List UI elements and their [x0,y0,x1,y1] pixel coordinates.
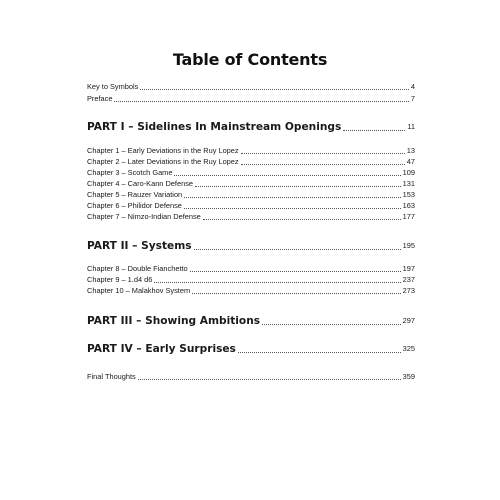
toc-entry-label: Chapter 6 – Philidor Defense [87,201,182,210]
toc-entry-label: Key to Symbols [87,82,139,91]
toc-entry-page: 11 [407,122,415,131]
dot-leader [241,146,405,156]
toc-entry-label: Chapter 9 – 1.d4 d6 [87,275,153,284]
toc-entry-page: 131 [402,179,415,188]
toc-entry-page: 297 [402,316,415,325]
toc-part-3[interactable] [87,314,415,328]
toc-entry-chapter-9[interactable] [87,275,415,285]
dot-leader [195,179,401,189]
toc-entry-chapter-10[interactable] [87,286,415,296]
dot-leader [184,201,401,211]
toc-entry-chapter-8[interactable] [87,264,415,274]
toc-entry-page: 325 [402,344,415,353]
dot-leader [343,120,405,134]
dot-leader [138,372,401,382]
toc-entry-label: Chapter 1 – Early Deviations in the Ruy Lopez [87,146,239,155]
toc-entry-chapter-1[interactable] [87,146,415,156]
dot-leader [140,82,409,92]
dot-leader [154,275,400,285]
toc-part-4[interactable] [87,342,415,356]
toc-entry-page: 153 [402,190,415,199]
toc-entry-page: 163 [402,201,415,210]
dot-leader [194,239,401,253]
toc-entry-page: 197 [402,264,415,273]
toc-part-label: PART IV – Early Surprises [87,343,236,355]
toc-part-label: PART I – Sidelines In Mainstream Openings [87,121,342,133]
toc-part-1[interactable] [87,120,415,134]
toc-entry-chapter-7[interactable] [87,212,415,222]
toc-entry-label: Final Thoughts [87,372,136,381]
toc-entry-page: 237 [402,275,415,284]
toc-entry-preface[interactable] [87,94,415,104]
toc-entry-label: Preface [87,94,113,103]
toc-entry-label: Chapter 2 – Later Deviations in the Ruy Lopez [87,157,239,166]
toc-entry-page: 4 [410,82,415,91]
toc-part-2[interactable] [87,239,415,253]
toc-entry-page: 47 [406,157,415,166]
toc-entry-label: Chapter 5 – Rauzer Variation [87,190,183,199]
toc-entry-label: Chapter 4 – Caro-Kann Defense [87,179,193,188]
page-title: Table of Contents [172,50,328,69]
toc-entry-label: Chapter 7 – Nimzo-Indian Defense [87,212,201,221]
dot-leader [174,168,400,178]
dot-leader [238,342,401,356]
toc-entry-final-thoughts[interactable] [87,372,415,382]
toc-entry-label: Chapter 8 – Double Fianchetto [87,264,188,273]
toc-entry-chapter-4[interactable] [87,179,415,189]
toc-part-label: PART III – Showing Ambitions [87,315,261,327]
dot-leader [241,157,405,167]
toc-part-label: PART II – Systems [87,240,192,252]
toc-entry-page: 177 [402,212,415,221]
toc-entry-page: 195 [402,241,415,250]
toc-entry-page: 273 [402,286,415,295]
toc-entry-chapter-3[interactable] [87,168,415,178]
toc-entry-chapter-5[interactable] [87,190,415,200]
toc-entry-key-to-symbols[interactable] [87,82,415,92]
dot-leader [184,190,400,200]
dot-leader [203,212,401,222]
toc-entry-page: 359 [402,372,415,381]
toc-entry-chapter-6[interactable] [87,201,415,211]
toc-entry-page: 13 [406,146,415,155]
dot-leader [192,286,401,296]
toc-entry-chapter-2[interactable] [87,157,415,167]
toc-entry-label: Chapter 10 – Malakhov System [87,286,191,295]
toc-entry-label: Chapter 3 – Scotch Game [87,168,173,177]
dot-leader [190,264,401,274]
dot-leader [114,94,408,104]
dot-leader [262,314,401,328]
toc-entry-page: 109 [402,168,415,177]
toc-entry-page: 7 [410,94,415,103]
